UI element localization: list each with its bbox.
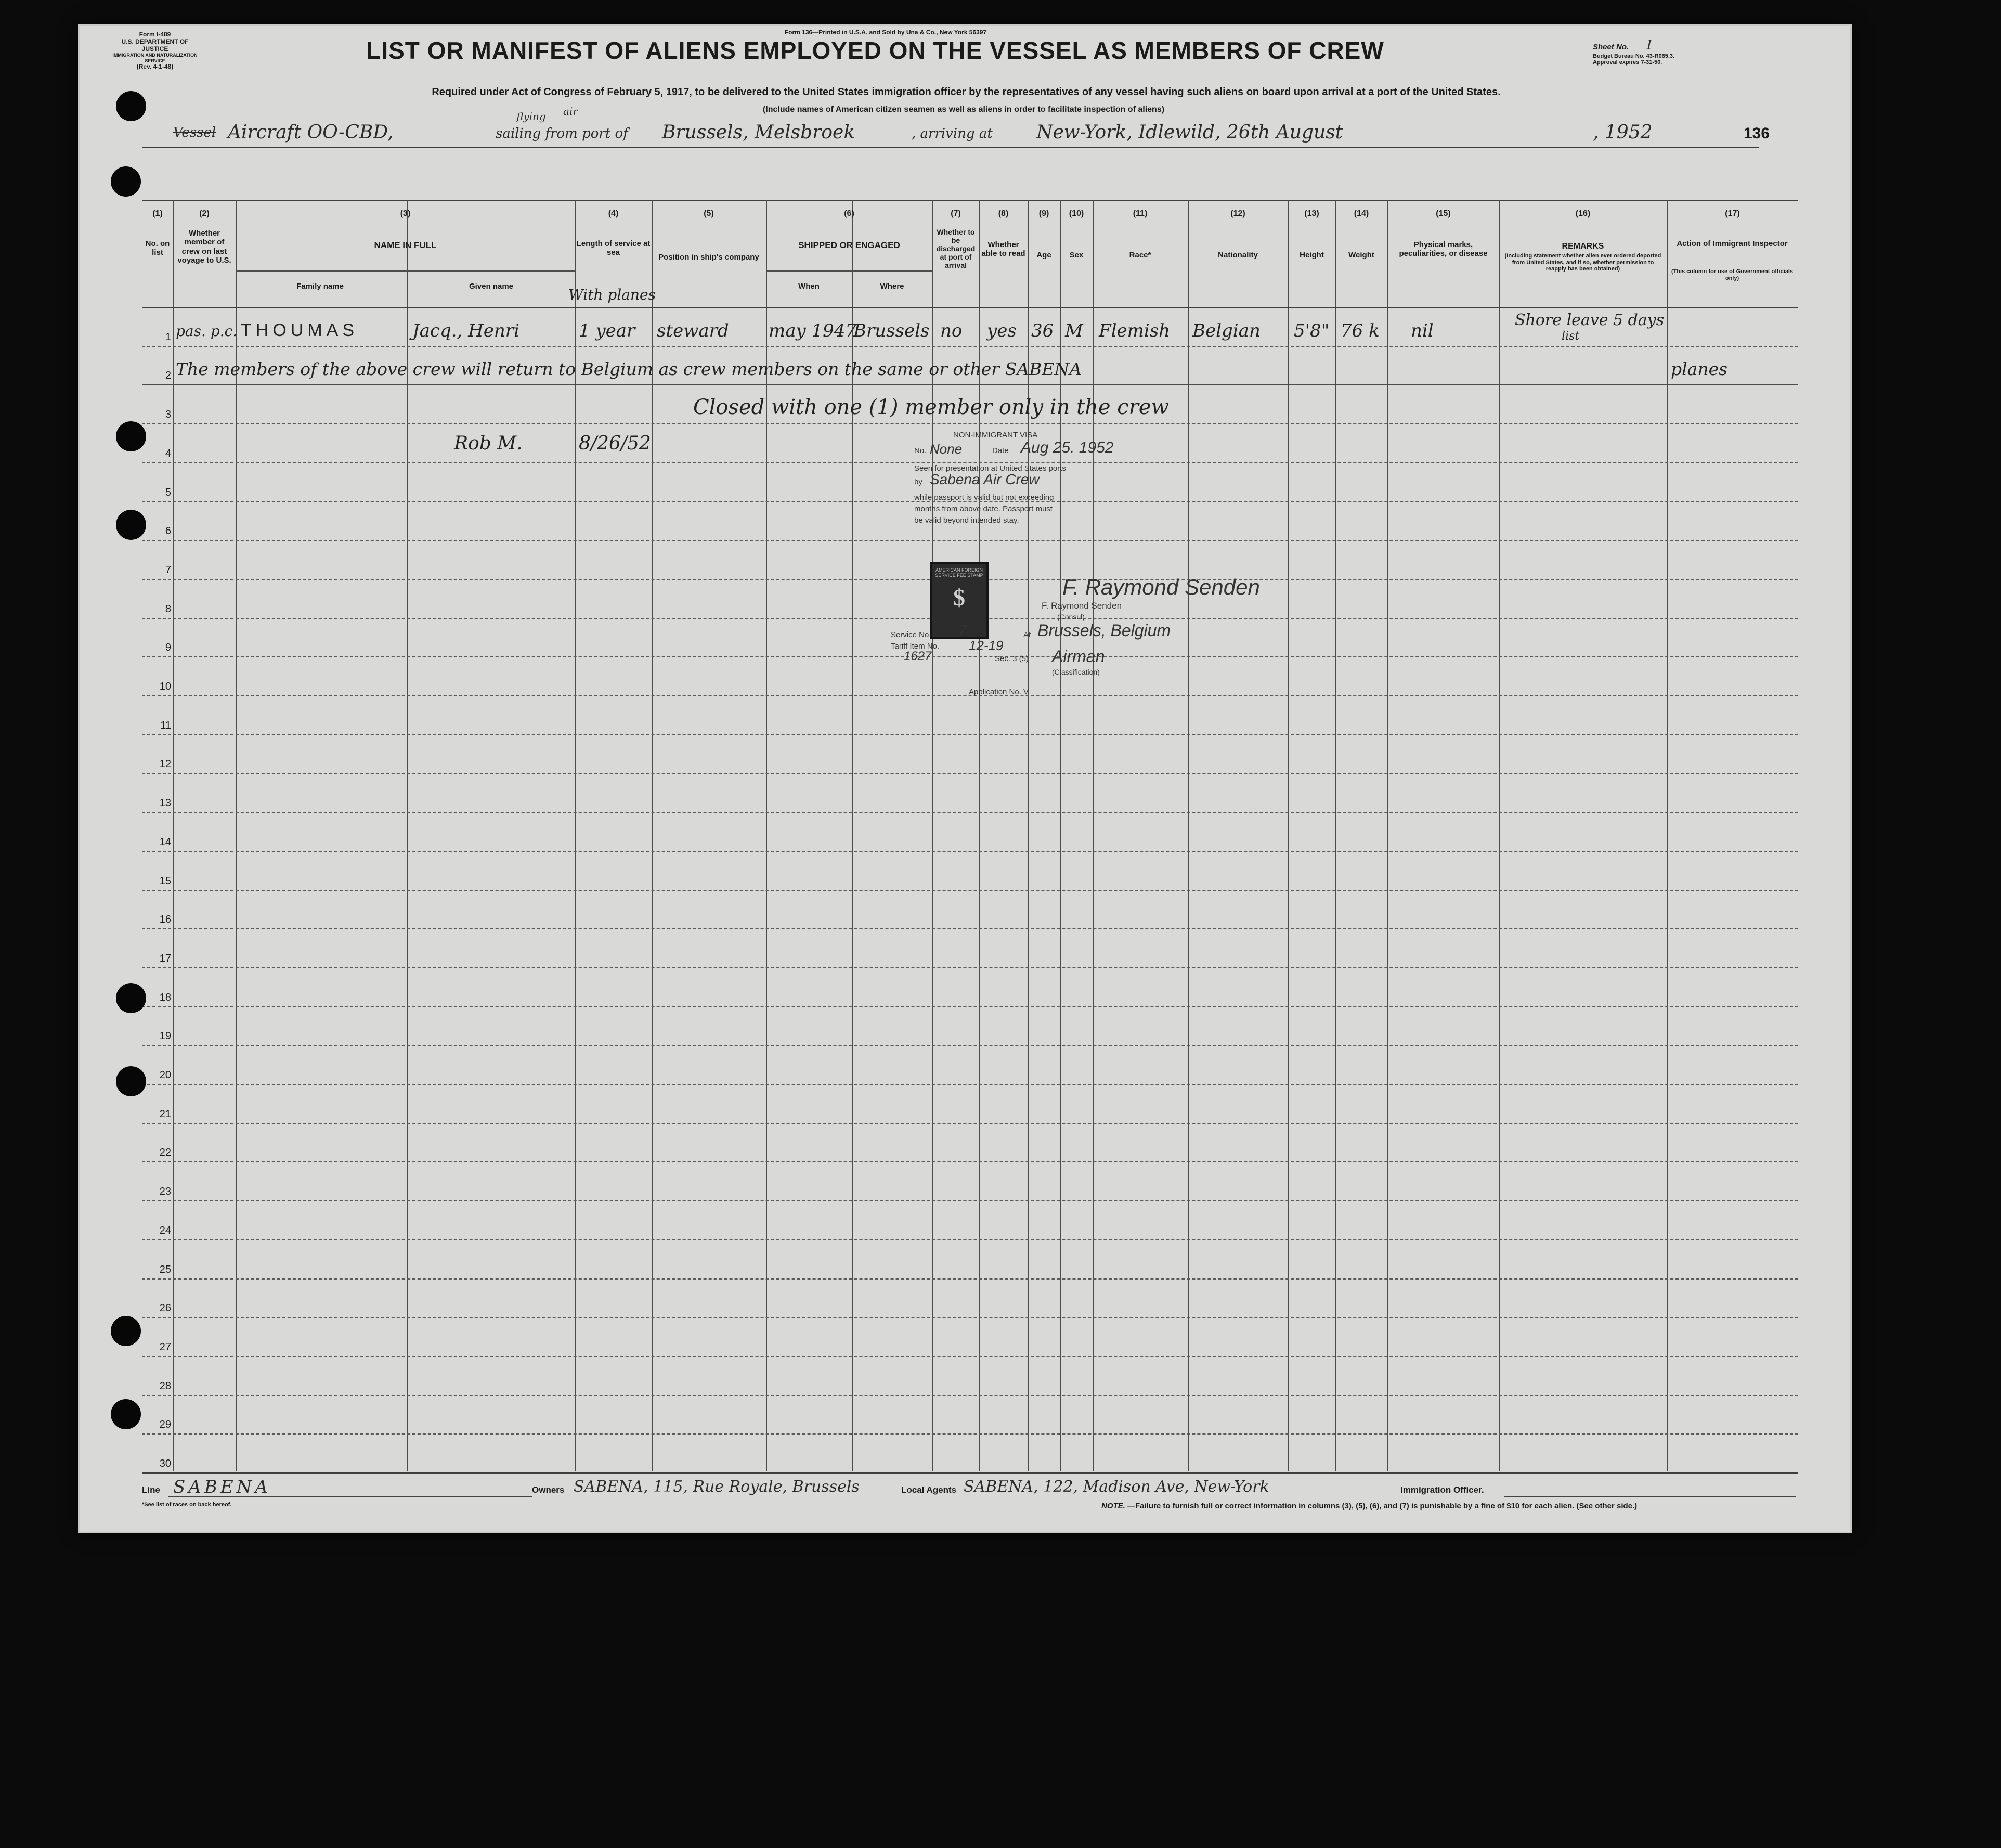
- visa-valid-3: be valid beyond intended stay.: [914, 516, 1019, 525]
- col-subheader-given: Given name: [469, 282, 514, 291]
- col-divider: [652, 200, 653, 1471]
- col-divider: [1028, 200, 1029, 1471]
- sheet-number: I: [1646, 37, 1652, 53]
- row-number: 6: [165, 525, 171, 537]
- col-num: (11): [1133, 209, 1148, 218]
- cell-height: 5'8": [1294, 320, 1330, 341]
- col-num: (16): [1575, 209, 1591, 218]
- visa-tariff-value: 12-19: [969, 638, 1004, 653]
- dollar-sign-icon: $: [953, 584, 965, 611]
- header-note: With planes: [568, 286, 656, 303]
- row-number: 15: [159, 875, 171, 887]
- required-text: Required under Act of Congress of February 5, 1917, to be delivered to the United States immigration officer by the representatives of any vessel having such aliens on board upon arrival at a port of the United States.: [432, 86, 1501, 98]
- footer-note-text: —Failure to furnish full or correct information in columns (3), (5), (6), and (7) is punishable by a fine of $10 for each alien. (See other side.): [1127, 1502, 1638, 1510]
- col-divider: [236, 200, 237, 1471]
- cell-remarks: Shore leave 5 days: [1515, 311, 1665, 329]
- row-number: 29: [159, 1419, 171, 1430]
- fee-stamp-label: AMERICAN FOREIGN SERVICE FEE STAMP: [935, 567, 983, 578]
- row-number: 25: [159, 1264, 171, 1275]
- row-line: [142, 384, 1798, 385]
- row3-text: Closed with one (1) member only in the crew: [693, 395, 1169, 419]
- punch-hole: [111, 1316, 141, 1346]
- col-num: (10): [1069, 209, 1084, 218]
- col-num: (15): [1436, 209, 1451, 218]
- row-number: 13: [159, 797, 171, 809]
- footer-line-value: SABENA: [173, 1477, 271, 1497]
- cell-where: Brussels: [853, 320, 930, 341]
- col-header-last-voyage: Whether member of crew on last voyage to U.S.: [177, 229, 231, 265]
- sheet-label: Sheet No.: [1593, 43, 1629, 51]
- row-line: [142, 1123, 1798, 1124]
- row-number: 3: [165, 409, 171, 420]
- footer-agents-value: SABENA, 122, Madison Ave, New-York: [964, 1478, 1269, 1496]
- row-line: [142, 1161, 1798, 1162]
- visa-by-label: by: [914, 477, 922, 486]
- vessel-value: Aircraft OO-CBD,: [228, 122, 394, 143]
- col-header-position: Position in ship's company: [658, 253, 759, 262]
- row-number: 18: [159, 992, 171, 1003]
- col-divider: [1387, 200, 1388, 1471]
- form-id-block: [111, 31, 199, 71]
- service-name: IMMIGRATION AND NATURALIZATION SERVICE: [112, 53, 198, 63]
- row-line: [142, 851, 1798, 852]
- row-number: 17: [159, 953, 171, 964]
- row-line: [142, 346, 1798, 347]
- col-header-sex: Sex: [1069, 251, 1084, 260]
- row-number: 24: [159, 1225, 171, 1236]
- port-value: Brussels, Melsbroek: [662, 122, 855, 143]
- row-line: [142, 1045, 1798, 1046]
- row-number: 8: [165, 603, 171, 615]
- vessel-underline: [142, 147, 1759, 148]
- visa-service-value: 7: [958, 622, 967, 638]
- cell-family-name: THOUMAS: [241, 320, 358, 340]
- row-line: [142, 1200, 1798, 1201]
- visa-date-value: Aug 25. 1952: [1021, 439, 1114, 456]
- col-header-remarks-note: (Including statement whether alien ever ordered deported from United States, and if so, whether permission to reapply has been obtained): [1504, 253, 1661, 273]
- col-divider: [1667, 200, 1668, 1471]
- row2-text: The members of the above crew will return to Belgium as crew members on the same or other SABENA: [176, 359, 1082, 379]
- row-number: 28: [159, 1380, 171, 1392]
- col-divider: [1335, 200, 1336, 1471]
- row-line: [142, 890, 1798, 891]
- col-header-marks: Physical marks, peculiarities, or disease: [1399, 240, 1488, 259]
- col-num: (2): [199, 209, 210, 218]
- col-header-shipped: SHIPPED OR ENGAGED: [798, 240, 900, 250]
- visa-classification-value: Airman: [1052, 647, 1105, 666]
- visa-no-label: No.: [914, 446, 927, 455]
- approval: Approval expires 7-31-50.: [1593, 59, 1662, 66]
- col-divider: [979, 200, 980, 1471]
- punch-hole: [116, 421, 146, 451]
- row-number: 9: [165, 642, 171, 653]
- cell-last-voyage: pas. p.c.: [176, 322, 238, 340]
- row-number: 7: [165, 564, 171, 576]
- row-number: 4: [165, 448, 171, 459]
- col-num: (7): [951, 209, 961, 218]
- col-divider: [1188, 200, 1189, 1471]
- year-value: , 1952: [1593, 122, 1653, 143]
- col-header-discharged: Whether to be discharged at port of arrival: [936, 228, 976, 270]
- col-header-height: Height: [1300, 251, 1324, 260]
- row-number: 1: [165, 331, 171, 343]
- row-number: 14: [159, 836, 171, 848]
- name-subheader-rule: [236, 270, 575, 272]
- manifest-sheet: [78, 24, 1852, 1533]
- row-number: 21: [159, 1108, 171, 1120]
- cell-age: 36: [1031, 320, 1054, 341]
- col-num: (1): [152, 209, 163, 218]
- visa-valid-2: months from above date. Passport must: [914, 505, 1053, 513]
- visa-seen-text: Seen for presentation at United States ports: [914, 464, 1066, 473]
- col-num: (6): [844, 209, 854, 218]
- col-divider: [407, 200, 408, 1471]
- cell-position: steward: [657, 320, 729, 341]
- row-number: 16: [159, 914, 171, 925]
- cell-remarks-sub: list: [1562, 330, 1580, 343]
- col-num: (8): [998, 209, 1009, 218]
- row-number: 12: [159, 758, 171, 770]
- col-header-name: NAME IN FULL: [374, 240, 437, 250]
- footer-note-label: NOTE.: [1101, 1502, 1125, 1510]
- col-subheader-when: When: [798, 282, 820, 291]
- row-number: 22: [159, 1147, 171, 1158]
- punch-hole: [111, 1399, 141, 1429]
- row-line: [142, 1084, 1798, 1085]
- row4-initials: Rob M.: [454, 433, 523, 454]
- department: U.S. DEPARTMENT OF JUSTICE: [121, 37, 189, 53]
- col-header-action-note: (This column for use of Government officials only): [1671, 268, 1794, 281]
- col-num: (13): [1304, 209, 1319, 218]
- punch-hole: [116, 983, 146, 1013]
- footer-line-rule: [168, 1496, 532, 1497]
- visa-service-label: Service No.: [891, 630, 931, 639]
- col-header-read: Whether able to read: [981, 240, 1025, 259]
- row-line: [142, 1239, 1798, 1240]
- footer-owners-label: Owners: [532, 1485, 565, 1495]
- row-line: [142, 773, 1798, 774]
- visa-no-value: None: [930, 441, 963, 457]
- cell-read: yes: [987, 320, 1017, 341]
- visa-title: NON-IMMIGRANT VISA: [953, 431, 1038, 440]
- table-frame: [142, 200, 1798, 1474]
- vessel-label: Vessel: [173, 125, 216, 140]
- col-divider: [1499, 200, 1500, 1471]
- col-divider: [1093, 200, 1094, 1471]
- row-line: [142, 1317, 1798, 1318]
- arriving-label: , arriving at: [912, 126, 993, 141]
- cell-race: Flemish: [1099, 320, 1171, 341]
- col-divider: [852, 200, 853, 1471]
- col-num: (5): [704, 209, 714, 218]
- visa-signature: F. Raymond Senden: [1062, 575, 1260, 599]
- col-divider: [1288, 200, 1289, 1471]
- footer-agents-label: Local Agents: [901, 1485, 957, 1495]
- footer-officer-label: Immigration Officer.: [1400, 1485, 1484, 1495]
- page-title: LIST OR MANIFEST OF ALIENS EMPLOYED ON THE VESSEL AS MEMBERS OF CREW: [366, 37, 1384, 64]
- row-number: 10: [159, 681, 171, 692]
- visa-at-label: At: [1023, 630, 1031, 639]
- col-header-remarks: REMARKS: [1562, 242, 1604, 251]
- cell-marks: nil: [1411, 320, 1434, 341]
- row-line: [142, 967, 1798, 968]
- cell-service: 1 year: [579, 320, 635, 341]
- visa-sec-label: Sec. 3 (5): [995, 654, 1029, 663]
- col-divider: [766, 200, 767, 1471]
- col-header-nationality: Nationality: [1218, 251, 1258, 260]
- row-number: 23: [159, 1186, 171, 1197]
- visa-tariff-label: Tariff Item No.: [891, 642, 940, 651]
- cell-when: may 1947: [769, 320, 857, 341]
- punch-hole: [116, 91, 146, 121]
- row-number: 20: [159, 1069, 171, 1081]
- cell-weight: 76 k: [1341, 320, 1380, 341]
- visa-application-label: Application No. V: [969, 688, 1029, 696]
- col-num: (12): [1230, 209, 1245, 218]
- row-number: 5: [165, 487, 171, 498]
- visa-at-value: Brussels, Belgium: [1037, 621, 1171, 640]
- visa-consul-label: (Consul): [1057, 613, 1085, 621]
- cell-nationality: Belgian: [1192, 320, 1261, 341]
- row-number: 27: [159, 1341, 171, 1353]
- footer-officer-rule: [1504, 1496, 1796, 1497]
- col-divider: [575, 200, 576, 1471]
- col-num: (4): [608, 209, 619, 218]
- shipped-subheader-rule: [766, 270, 932, 272]
- col-num: (3): [400, 209, 411, 218]
- row-number: 30: [159, 1458, 171, 1469]
- header-bottom-rule: [142, 307, 1798, 308]
- row-number: 2: [165, 370, 171, 381]
- form-id: Form I-489: [139, 31, 171, 38]
- cell-discharged: no: [940, 320, 963, 341]
- footer: [142, 1477, 1801, 1527]
- col-divider: [932, 200, 933, 1471]
- cell-given-name: Jacq., Henri: [412, 320, 519, 341]
- row-number: 26: [159, 1302, 171, 1314]
- footer-line-label: Line: [142, 1485, 160, 1495]
- revision: (Rev. 4-1-48): [136, 63, 174, 71]
- footer-owners-value: SABENA, 115, Rue Royale, Brussels: [574, 1478, 860, 1496]
- row-line: [142, 423, 1798, 424]
- row-line: [142, 812, 1798, 813]
- col-header-weight: Weight: [1348, 251, 1374, 260]
- sailing-label: sailing from port of: [496, 126, 628, 141]
- col-subheader-family: Family name: [296, 282, 344, 291]
- sheet-block: [1593, 37, 1749, 66]
- visa-consul-name: F. Raymond Senden: [1042, 601, 1122, 611]
- include-text: (Include names of American citizen seamen as well as aliens in order to facilitate inspection of aliens): [762, 105, 1165, 114]
- punch-hole: [116, 1066, 146, 1096]
- row-line: [142, 928, 1798, 929]
- col-header-age: Age: [1036, 251, 1051, 260]
- col-header-service: Length of service at sea: [576, 239, 651, 257]
- visa-by-value: Sabena Air Crew: [930, 471, 1040, 487]
- punch-hole: [116, 510, 146, 540]
- col-header-race: Race*: [1129, 251, 1151, 260]
- col-num: (9): [1038, 209, 1049, 218]
- visa-classification-label: (Classification): [1052, 668, 1100, 676]
- row-number: 19: [159, 1030, 171, 1042]
- row-line: [142, 1006, 1798, 1007]
- page-number: 136: [1744, 125, 1770, 142]
- row-line: [142, 1395, 1798, 1396]
- row-line: [142, 1278, 1798, 1280]
- col-header-no: No. on list: [145, 239, 170, 257]
- visa-date-label: Date: [992, 446, 1009, 455]
- budget-bureau: Budget Bureau No. 43-R065.3.: [1593, 53, 1675, 59]
- visa-stamp: [891, 427, 1265, 718]
- visa-valid-1: while passport is valid but not exceeding: [914, 493, 1054, 502]
- cell-sex: M: [1065, 320, 1083, 341]
- visa-sec-prefix: 1627: [904, 649, 932, 663]
- footer-races-note: *See list of races on back hereof.: [142, 1502, 232, 1508]
- printer-line: Form 136—Printed in U.S.A. and Sold by Una & Co., New York 56397: [784, 29, 987, 36]
- col-header-action: Action of Immigrant Inspector: [1677, 239, 1788, 248]
- punch-hole: [111, 166, 141, 197]
- col-divider: [1060, 200, 1061, 1471]
- arriving-value: New-York, Idlewild, 26th August: [1036, 122, 1343, 143]
- col-divider: [173, 200, 174, 1471]
- row2-tail: planes: [1671, 359, 1728, 379]
- col-subheader-where: Where: [880, 282, 904, 291]
- row-line: [142, 734, 1798, 735]
- row-line: [142, 1433, 1798, 1435]
- flying-note: flying: [516, 110, 546, 123]
- row-line: [142, 1356, 1798, 1357]
- air-note: air: [563, 105, 578, 118]
- col-num: (14): [1354, 209, 1369, 218]
- row4-date: 8/26/52: [579, 433, 651, 454]
- col-num: (17): [1725, 209, 1740, 218]
- row-number: 11: [160, 720, 171, 731]
